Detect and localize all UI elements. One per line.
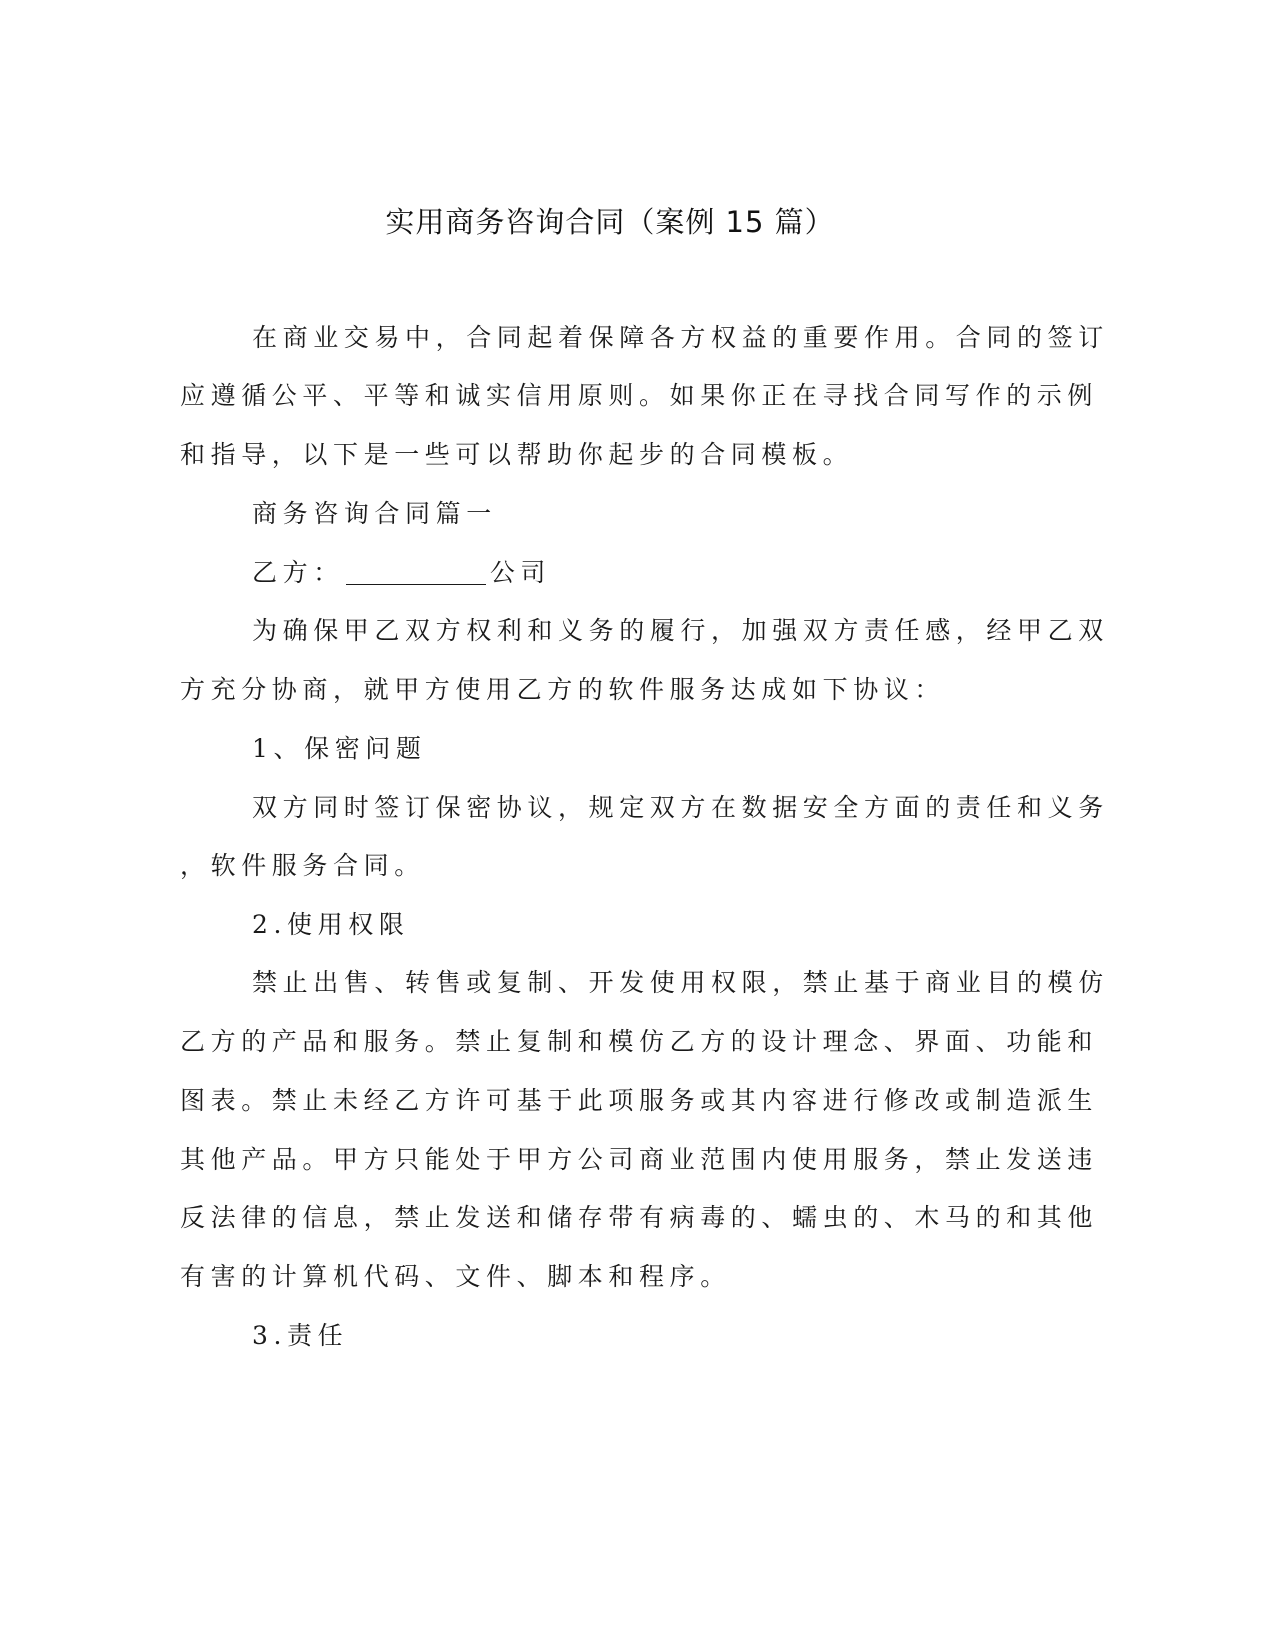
clause-3-heading: 3.责任: [252, 1321, 349, 1350]
clause-2-line-2: 乙方的产品和服务。禁止复制和模仿乙方的设计理念、界面、功能和: [180, 1027, 1099, 1056]
clause-2-line-1: 禁止出售、转售或复制、开发使用权限，禁止基于商业目的模仿: [252, 968, 1109, 997]
intro-line-1: 在商业交易中，合同起着保障各方权益的重要作用。合同的签订: [252, 323, 1109, 352]
party-b-line: [252, 553, 551, 593]
intro-line-2: 应遵循公平、平等和诚实信用原则。如果你正在寻找合同写作的示例: [180, 381, 1099, 410]
clause-2-line-6: 有害的计算机代码、文件、脚本和程序。: [180, 1262, 731, 1291]
party-b-suffix: 公司: [489, 558, 552, 587]
preamble-line-2: 方充分协商，就甲方使用乙方的软件服务达成如下协议：: [180, 675, 946, 704]
section-heading: 商务咨询合同篇一: [252, 499, 497, 528]
intro-line-3: 和指导，以下是一些可以帮助你起步的合同模板。: [180, 440, 854, 469]
preamble-line-1: 为确保甲乙双方权利和义务的履行，加强双方责任感，经甲乙双: [252, 616, 1109, 645]
clause-2-line-3: 图表。禁止未经乙方许可基于此项服务或其内容进行修改或制造派生: [180, 1086, 1099, 1115]
clause-1-line-1: 双方同时签订保密协议，规定双方在数据安全方面的责任和义务: [252, 793, 1109, 822]
document-title: 实用商务咨询合同（案例 15 篇）: [385, 205, 835, 239]
party-b-label: 乙方：: [252, 558, 344, 587]
clause-2-line-5: 反法律的信息，禁止发送和储存带有病毒的、蠕虫的、木马的和其他: [180, 1203, 1099, 1232]
clause-1-heading: 1、保密问题: [252, 734, 427, 763]
clause-2-line-4: 其他产品。甲方只能处于甲方公司商业范围内使用服务，禁止发送违: [180, 1145, 1099, 1174]
party-b-blank: [346, 556, 486, 585]
clause-1-line-2: ，软件服务合同。: [180, 851, 425, 880]
clause-2-heading: 2.使用权限: [252, 910, 410, 939]
